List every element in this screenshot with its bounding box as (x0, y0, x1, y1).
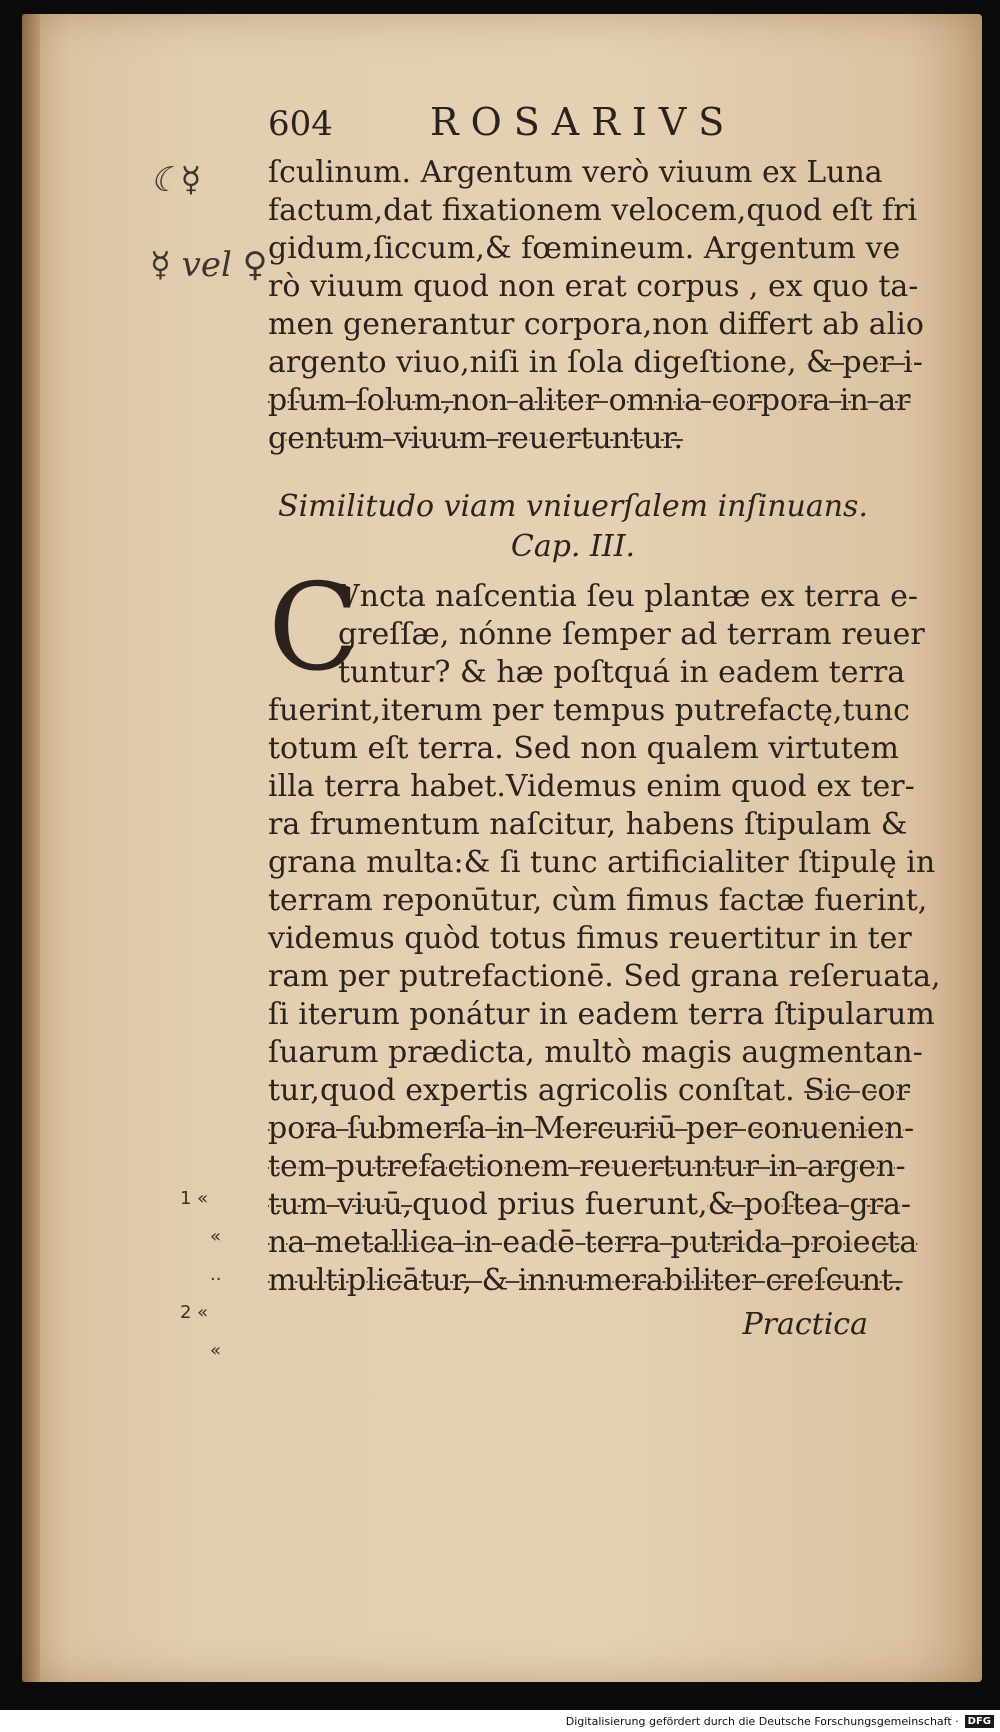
footer-bar (0, 1710, 1000, 1732)
struck-text: tum viuū, (268, 1187, 413, 1222)
text-line: men generantur corpora,non differt ab alio (268, 307, 924, 342)
struck-text: pſum ſolum,non aliter omnia corpora in ar (268, 383, 911, 418)
text-line: tuntur? & hæ poſtquá in eadem terra (338, 655, 906, 690)
text-block (268, 100, 968, 1344)
drop-cap-lines (338, 578, 968, 692)
text-span: quod prius fuerunt, (412, 1187, 708, 1222)
chapter-number: Cap. III. (510, 529, 636, 564)
funding-credit: Digitalisierung gefördert durch die Deutsche Forschungsgemeinschaft · (565, 1714, 959, 1728)
text-line: totum eſt terra. Sed non qualem virtutem (268, 731, 899, 766)
text-line (268, 1186, 968, 1224)
struck-text: na metallica in eadē terra putrida proiecta (268, 1225, 918, 1260)
text-line: videmus quòd totus fimus reuertitur in ter (268, 921, 912, 956)
text-span: argento viuo,niſi in ſola digeſtione, (268, 345, 807, 380)
text-line: terram reponūtur, cùm fimus factæ fuerint, (268, 883, 928, 918)
text-line: ſi iterum ponátur in eadem terra ſtipularum (268, 997, 935, 1032)
struck-text: multiplicātur, & innumerabiliter creſcunt. (268, 1263, 903, 1298)
margin-marker: « (210, 1226, 222, 1247)
text-line (268, 1224, 968, 1262)
struck-text: pora ſubmerſa in Mercuriū per conuenien- (268, 1111, 915, 1146)
text-line: ra frumentum naſcitur, habens ſtipulam & (268, 807, 908, 842)
dfg-logo: DFG (965, 1715, 994, 1728)
margin-note-2: ☿ vel ♀ (150, 245, 268, 285)
drop-cap-initial: C (268, 559, 360, 698)
text-line: Vncta naſcentia ſeu plantæ ex terra e- (338, 579, 919, 614)
paragraph-2 (268, 559, 968, 1300)
chapter-title: Similitudo viam vniuerſalem inſinuans. (278, 489, 868, 524)
margin-note-1: ☾☿ (150, 160, 202, 200)
text-line: rò viuum quod non erat corpus , ex quo ta- (268, 269, 919, 304)
text-line: greſſæ, nónne ſemper ad terram reuer (338, 617, 925, 652)
text-line: gidum,ſiccum,& fœmineum. Argentum ve (268, 231, 901, 266)
text-line (268, 1072, 968, 1110)
struck-text: & poſtea gra- (707, 1187, 911, 1222)
text-line: ram per putrefactionē. Sed grana reſeruata, (268, 959, 941, 994)
text-line: grana multa:& ſi tunc artificialiter ſtipulę in (268, 845, 936, 880)
paragraph-1 (268, 154, 968, 458)
text-span: tur,quod expertis agricolis conſtat. (268, 1073, 805, 1108)
text-line (268, 420, 968, 458)
text-line (268, 344, 968, 382)
page-header (268, 100, 968, 154)
page-gutter-shadow (22, 14, 40, 1682)
text-line (268, 382, 968, 420)
margin-marker: 1 « (180, 1188, 209, 1209)
margin-marker: « (210, 1340, 222, 1361)
margin-marker: 2 « (180, 1302, 209, 1323)
text-line: ſuarum prædicta, multò magis augmentan- (268, 1035, 923, 1070)
struck-text: tem putrefactionem reuertuntur in argen- (268, 1149, 906, 1184)
text-line: fuerint,iterum per tempus putrefactę,tunc (268, 693, 910, 728)
running-head: ROSARIVS (430, 100, 737, 144)
text-line: factum,dat fixationem velocem,quod eſt fri (268, 193, 918, 228)
drop-cap-row (268, 559, 968, 698)
margin-marker: .. (210, 1264, 222, 1285)
page-number: 604 (268, 104, 333, 144)
text-line (268, 1148, 968, 1186)
struck-text: gentum viuum reuertuntur. (268, 421, 683, 456)
text-line: ſculinum. Argentum verò viuum ex Luna (268, 155, 883, 190)
struck-text: Sic cor (804, 1073, 910, 1108)
text-line (268, 1262, 968, 1300)
struck-text: & per i- (806, 345, 923, 380)
text-line: illa terra habet.Videmus enim quod ex ter- (268, 769, 915, 804)
catchword: Practica (742, 1307, 868, 1342)
text-line (268, 1110, 968, 1148)
